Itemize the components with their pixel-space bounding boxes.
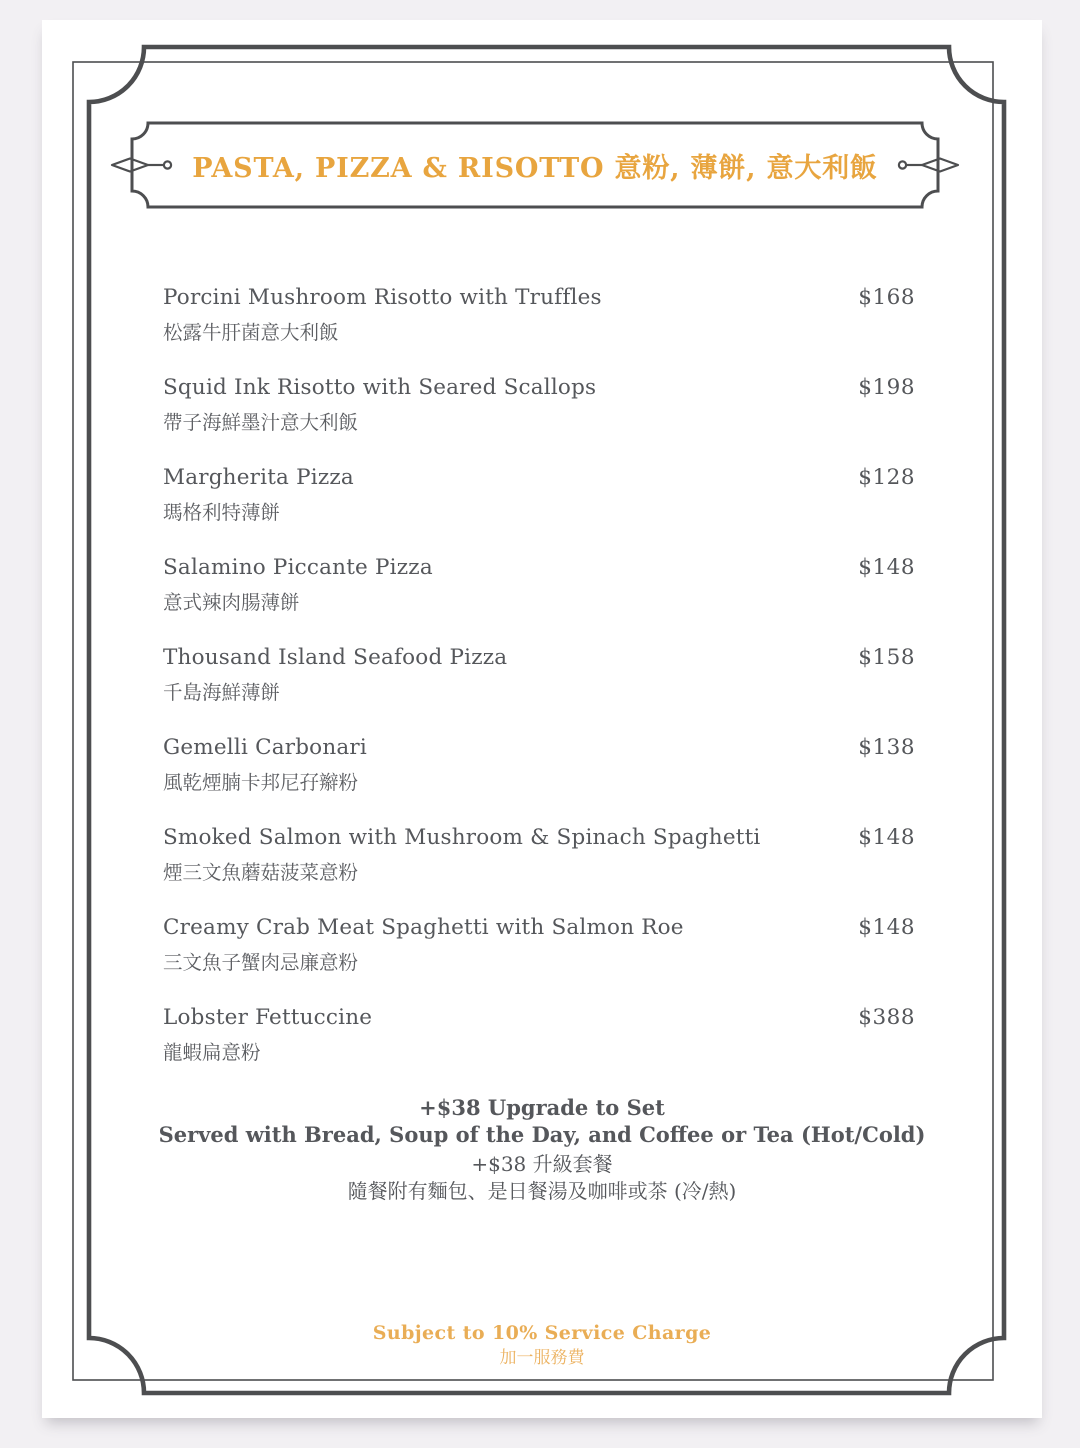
item-name-zh: 三文魚子蟹肉忌廉意粉 [163,951,359,974]
item-price: $198 [858,375,915,400]
menu-item [163,465,915,555]
item-price: $388 [858,1005,915,1030]
service-charge-zh: 加一服務費 [499,1348,585,1368]
menu-item [163,735,915,825]
item-name-zh: 千島海鮮薄餅 [163,681,281,704]
item-name-en: Squid Ink Risotto with Seared Scallops [163,375,597,400]
item-price: $138 [858,735,915,760]
item-price: $128 [858,465,915,490]
item-name-en: Smoked Salmon with Mushroom & Spinach Spaghetti [163,825,761,850]
item-name-en: Thousand Island Seafood Pizza [163,645,508,670]
item-name-zh: 瑪格利特薄餅 [163,501,281,524]
set-upgrade-line-en: +$38 Upgrade to Set [419,1095,665,1120]
section-title-banner [130,121,940,209]
item-price: $148 [858,915,915,940]
item-name-zh: 帶子海鮮墨汁意大利飯 [163,411,359,434]
service-charge-note [42,1320,1042,1370]
item-name-en: Salamino Piccante Pizza [163,555,433,580]
item-name-en: Porcini Mushroom Risotto with Truffles [163,285,602,310]
menu-item [163,645,915,735]
diamond-ornament-right-icon [896,156,960,174]
menu-item [163,285,915,375]
item-name-en: Gemelli Carbonari [163,735,367,760]
diamond-ornament-left-icon [110,156,174,174]
page-title: PASTA, PIZZA & RISOTTO 意粉, 薄餅, 意大利飯 [192,152,878,184]
menu-item [163,375,915,465]
item-name-en: Lobster Fettuccine [163,1005,373,1030]
set-upgrade-note [42,1094,1042,1204]
item-name-en: Creamy Crab Meat Spaghetti with Salmon Roe [163,915,684,940]
set-upgrade-detail-zh: 隨餐附有麵包、是日餐湯及咖啡或茶 (冷/熱) [347,1179,737,1203]
item-price: $168 [858,285,915,310]
item-price: $148 [858,825,915,850]
menu-item [163,555,915,645]
item-name-zh: 意式辣肉腸薄餅 [163,591,300,614]
menu-card [42,20,1042,1418]
item-name-zh: 龍蝦扁意粉 [163,1041,261,1064]
set-upgrade-detail-en: Served with Bread, Soup of the Day, and Coffee or Tea (Hot/Cold) [158,1122,926,1147]
menu-item [163,915,915,1005]
item-name-zh: 松露牛肝菌意大利飯 [163,321,339,344]
item-name-en: Margherita Pizza [163,465,354,490]
item-price: $158 [858,645,915,670]
service-charge-en: Subject to 10% Service Charge [372,1322,712,1344]
item-name-zh: 煙三文魚蘑菇菠菜意粉 [163,861,359,884]
item-price: $148 [858,555,915,580]
menu-item [163,825,915,915]
menu-item [163,1005,915,1095]
set-upgrade-line-zh: +$38 升級套餐 [471,1152,613,1176]
item-name-zh: 風乾煙腩卡邦尼孖辮粉 [163,771,359,794]
menu-item-list [163,285,915,1095]
